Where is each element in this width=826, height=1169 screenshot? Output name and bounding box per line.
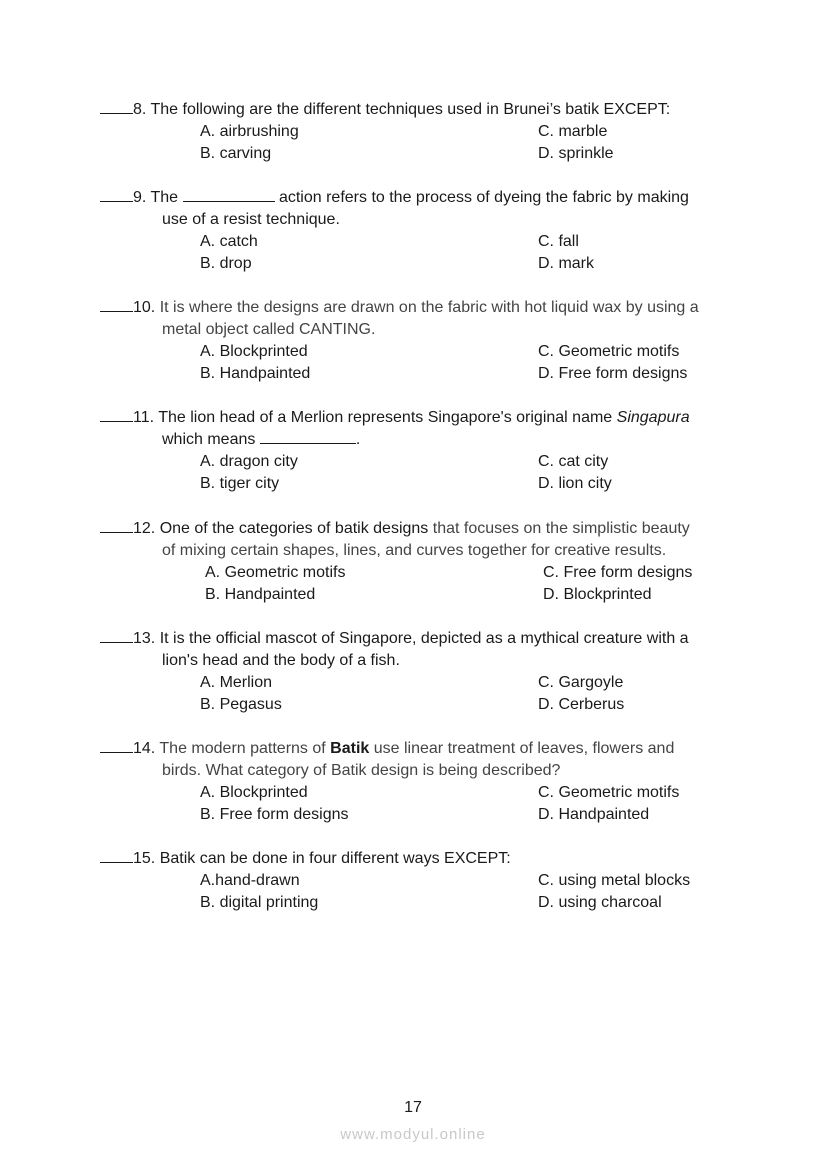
answer-blank[interactable] bbox=[100, 849, 133, 863]
option-b: B. Handpainted bbox=[200, 365, 311, 382]
option-c: C. Geometric motifs bbox=[538, 784, 680, 801]
option-b: B. tiger city bbox=[200, 475, 280, 492]
option-b: B. drop bbox=[200, 255, 252, 272]
question-8 bbox=[100, 99, 740, 165]
question-stem-continued: birds. What category of Batik design is being described? bbox=[162, 762, 561, 779]
question-10 bbox=[100, 297, 740, 385]
option-a: A.hand-drawn bbox=[200, 872, 300, 889]
question-15 bbox=[100, 848, 740, 914]
question-11 bbox=[100, 407, 740, 495]
question-stem-continued: of mixing certain shapes, lines, and curves together for creative results. bbox=[162, 542, 667, 559]
option-a: A. dragon city bbox=[200, 453, 298, 470]
question-stem-continued: lion's head and the body of a fish. bbox=[162, 652, 400, 669]
option-d: D. Free form designs bbox=[538, 365, 688, 382]
answer-blank[interactable] bbox=[100, 188, 133, 202]
question-stem: 9. The action refers to the process of dyeing the fabric by making bbox=[100, 187, 740, 209]
option-d: D. mark bbox=[538, 255, 594, 272]
option-b: B. Handpainted bbox=[205, 586, 316, 603]
option-b: B. Pegasus bbox=[200, 696, 282, 713]
question-13 bbox=[100, 628, 740, 716]
question-stem: 13. It is the official mascot of Singapore, depicted as a mythical creature with a bbox=[100, 628, 740, 650]
option-a: A. Geometric motifs bbox=[205, 564, 346, 581]
option-c: C. using metal blocks bbox=[538, 872, 691, 889]
option-a: A. Blockprinted bbox=[200, 343, 308, 360]
option-a: A. Merlion bbox=[200, 674, 273, 691]
option-c: C. marble bbox=[538, 123, 608, 140]
answer-blank[interactable] bbox=[100, 298, 133, 312]
question-stem: 15. Batik can be done in four different ways EXCEPT: bbox=[100, 848, 740, 870]
answer-blank[interactable] bbox=[100, 739, 133, 753]
fill-in-blank bbox=[183, 188, 275, 202]
question-stem: 10. It is where the designs are drawn on the fabric with hot liquid wax by using a bbox=[100, 297, 740, 319]
option-c: C. cat city bbox=[538, 453, 609, 470]
answer-blank[interactable] bbox=[100, 100, 133, 114]
option-d: D. using charcoal bbox=[538, 894, 662, 911]
option-b: B. carving bbox=[200, 145, 272, 162]
option-d: D. sprinkle bbox=[538, 145, 614, 162]
fill-in-blank bbox=[260, 430, 356, 444]
option-d: D. lion city bbox=[538, 475, 612, 492]
option-b: B. digital printing bbox=[200, 894, 319, 911]
option-c: C. fall bbox=[538, 233, 579, 250]
question-14 bbox=[100, 738, 740, 826]
option-b: B. Free form designs bbox=[200, 806, 349, 823]
option-d: D. Cerberus bbox=[538, 696, 625, 713]
question-9 bbox=[100, 187, 740, 275]
question-stem: 11. The lion head of a Merlion represents Singapore's original name Singapura bbox=[100, 407, 740, 429]
option-c: C. Geometric motifs bbox=[538, 343, 680, 360]
question-stem-continued: use of a resist technique. bbox=[162, 211, 340, 228]
question-stem-continued: metal object called CANTING. bbox=[162, 321, 376, 338]
question-stem: 14. The modern patterns of Batik use linear treatment of leaves, flowers and bbox=[100, 738, 740, 760]
watermark: www.modyul.online bbox=[340, 1126, 486, 1143]
option-c: C. Free form designs bbox=[543, 564, 693, 581]
answer-blank[interactable] bbox=[100, 519, 133, 533]
answer-blank[interactable] bbox=[100, 629, 133, 643]
option-d: D. Handpainted bbox=[538, 806, 650, 823]
option-a: A. Blockprinted bbox=[200, 784, 308, 801]
question-12 bbox=[100, 518, 740, 606]
question-stem: 12. One of the categories of batik designs that focuses on the simplistic beauty bbox=[100, 518, 740, 540]
question-stem: 8. The following are the different techniques used in Brunei’s batik EXCEPT: bbox=[100, 99, 740, 121]
option-c: C. Gargoyle bbox=[538, 674, 624, 691]
option-d: D. Blockprinted bbox=[543, 586, 652, 603]
option-a: A. catch bbox=[200, 233, 258, 250]
question-stem-continued: which means . bbox=[162, 431, 361, 448]
answer-blank[interactable] bbox=[100, 408, 133, 422]
option-a: A. airbrushing bbox=[200, 123, 299, 140]
page-number: 17 bbox=[404, 1099, 422, 1116]
